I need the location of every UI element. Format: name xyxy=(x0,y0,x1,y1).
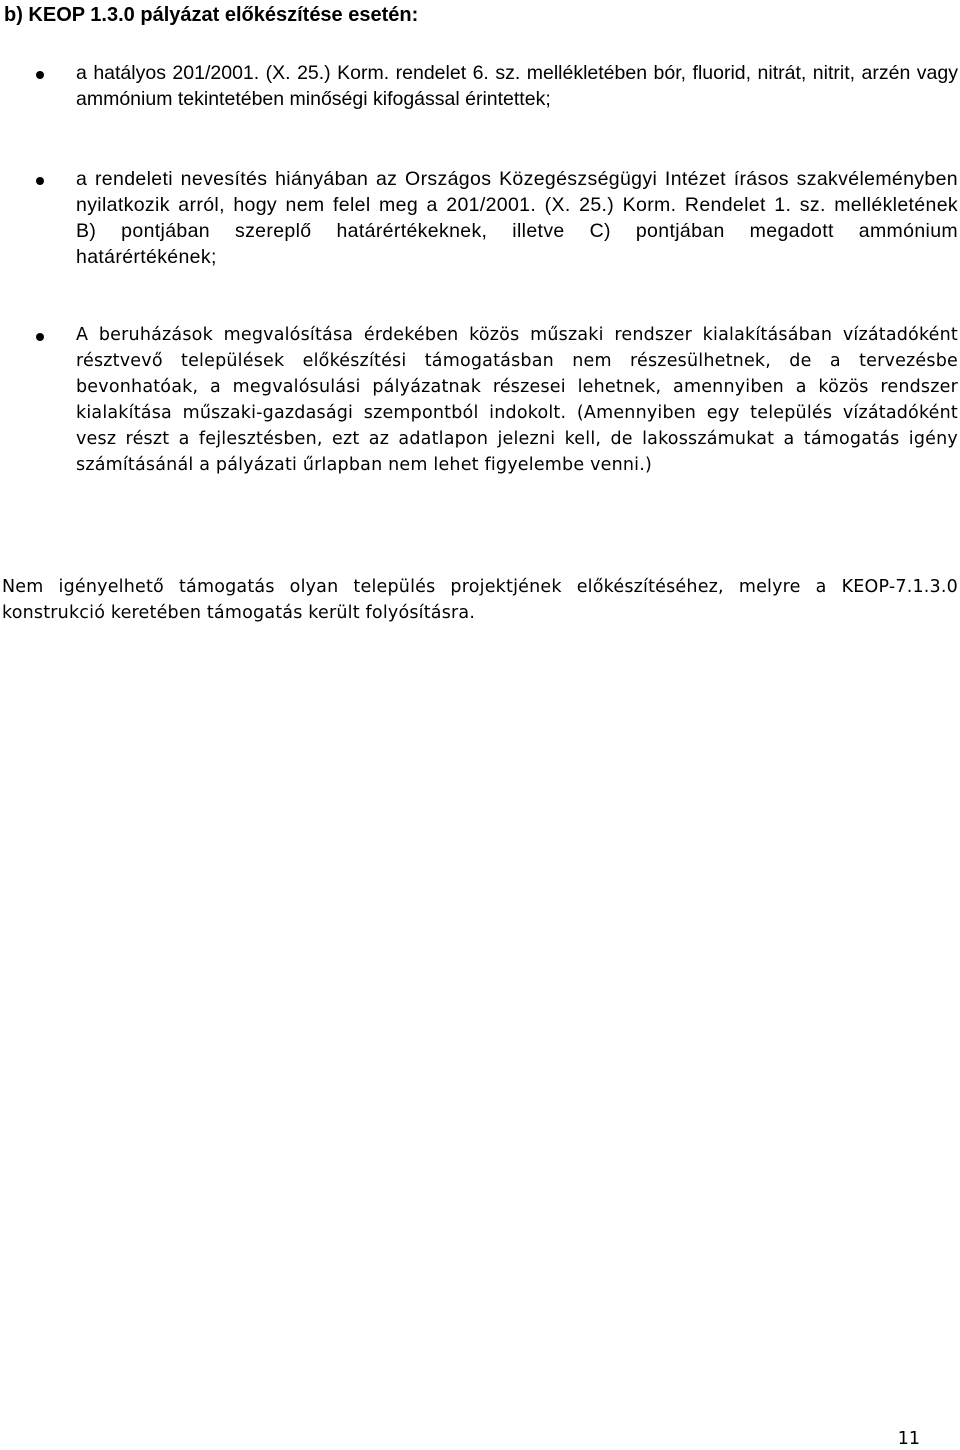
list-item-text: a rendeleti nevesítés hiányában az Országos Közegészségügyi Intézet írásos szakvéleményben nyilatkozik arról, hogy nem felel meg a 201/2001. (X. 25.) Korm. Rendelet 1. sz. mellékletének B) pontjában szereplő határértékeknek, illetve C) pontjában megadott ammónium határértékének; xyxy=(76,168,958,268)
bullet-icon xyxy=(36,333,44,341)
closing-paragraph: Nem igényelhető támogatás olyan település projektjének előkészítéséhez, melyre a KEOP-7.1.3.0 konstrukció keretében támogatás került folyósításra. xyxy=(2,577,958,623)
bullet-icon xyxy=(36,177,44,185)
section-heading: b) KEOP 1.3.0 pályázat előkészítése esetén: xyxy=(4,4,419,26)
page-number: 11 xyxy=(897,1429,920,1449)
bullet-icon xyxy=(36,71,44,79)
list-item-text: A beruházások megvalósítása érdekében közös műszaki rendszer kialakításában vízátadóként résztvevő települések előkészítési támogatásban nem részesülhetnek, de a tervezésbe bevonhatóak, a megvalósulási pályázatnak részesei lehetnek, amennyiben a közös rendszer kialakítása műszaki-gazdasági szempontból indokolt. (Amennyiben egy település vízátadóként vesz részt a fejlesztésben, ezt az adatlapon jelezni kell, de lakosszámukat a támogatás igény számításánál a pályázati űrlapban nem lehet figyelembe venni.) xyxy=(76,325,958,475)
list-item-text: a hatályos 201/2001. (X. 25.) Korm. rendelet 6. sz. mellékletében bór, fluorid, nitrát, nitrit, arzén vagy ammónium tekintetében minőségi kifogással érintettek; xyxy=(76,62,958,110)
